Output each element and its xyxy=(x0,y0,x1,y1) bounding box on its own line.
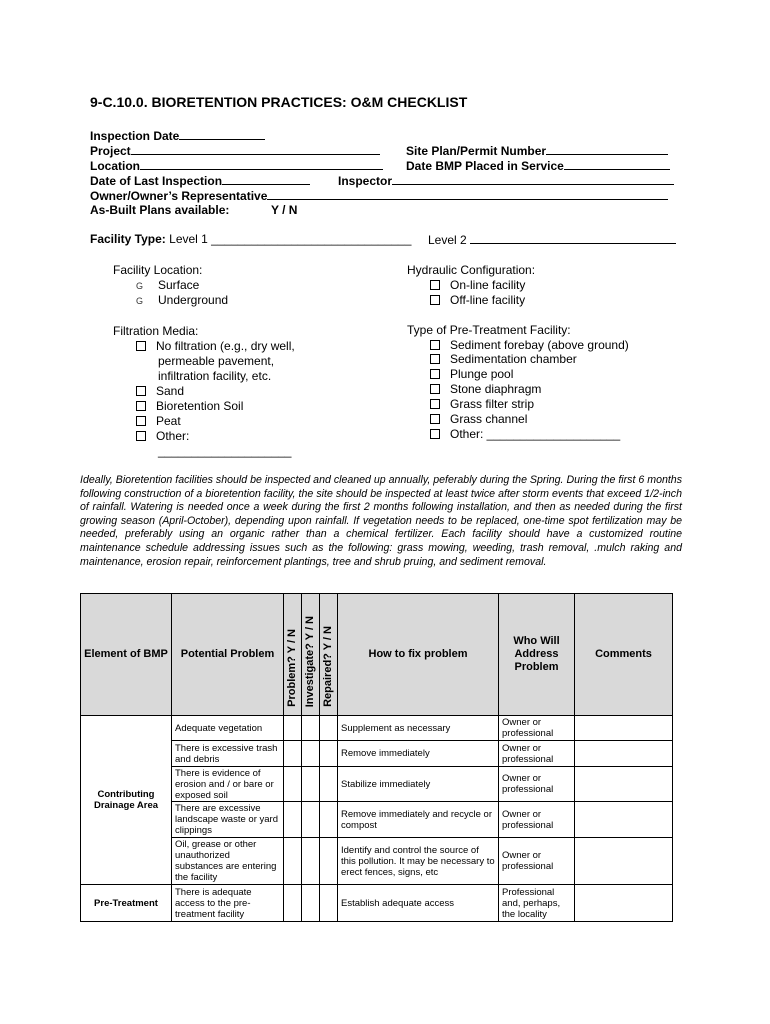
filtration-other-blank[interactable]: ____________________ xyxy=(158,444,292,458)
filtration-option-label: Peat xyxy=(156,414,181,428)
table-row xyxy=(81,885,673,922)
location-label: Location xyxy=(90,159,140,173)
element-cell: Contributing Drainage Area xyxy=(81,716,172,885)
hydraulic-option-label: On-line facility xyxy=(450,278,526,292)
filtration-option-sand[interactable] xyxy=(136,384,184,399)
pretreatment-option-label: Stone diaphragm xyxy=(450,382,542,396)
pretreatment-option-other[interactable] xyxy=(430,427,620,442)
filtration-option-none-cont2: infiltration facility, etc. xyxy=(158,369,272,383)
inspector-field[interactable] xyxy=(338,173,674,189)
owner-field[interactable] xyxy=(90,188,668,204)
problem-yn-cell[interactable] xyxy=(284,716,302,741)
pretreatment-option-label: Plunge pool xyxy=(450,367,514,381)
checkbox-icon[interactable] xyxy=(136,416,146,426)
checkbox-icon[interactable] xyxy=(430,414,440,424)
filtration-option-label: Other: xyxy=(156,429,190,443)
pretreatment-option-grass-filter[interactable] xyxy=(430,397,534,412)
location-option-underground[interactable] xyxy=(136,293,228,309)
header-potential-problem: Potential Problem xyxy=(172,594,284,716)
investigate-yn-cell[interactable] xyxy=(302,767,320,802)
comments-cell[interactable] xyxy=(575,741,673,767)
filtration-option-other[interactable] xyxy=(136,429,189,444)
who-cell: Owner or professional xyxy=(499,838,575,885)
problem-yn-cell[interactable] xyxy=(284,741,302,767)
filtration-option-label: Sand xyxy=(156,384,185,398)
pretreatment-type-label: Type of Pre-Treatment Facility: xyxy=(407,323,571,337)
filtration-option-bioretention-soil[interactable] xyxy=(136,399,243,414)
fix-cell: Remove immediately xyxy=(338,741,499,767)
bullet-g-icon: G xyxy=(136,296,144,306)
facility-level2-label: Level 2 xyxy=(428,233,467,247)
checkbox-icon[interactable] xyxy=(430,429,440,439)
checkbox-icon[interactable] xyxy=(430,384,440,394)
hydraulic-option-online[interactable] xyxy=(430,278,525,293)
table-header-row xyxy=(81,594,673,716)
last-inspection-label: Date of Last Inspection xyxy=(90,174,223,188)
location-field[interactable] xyxy=(90,158,383,174)
header-element: Element of BMP xyxy=(81,594,172,716)
fix-cell: Establish adequate access xyxy=(338,885,499,922)
header-comments: Comments xyxy=(575,594,673,716)
date-bmp-label: Date BMP Placed in Service xyxy=(406,159,564,173)
bullet-g-icon: G xyxy=(136,281,144,291)
checkbox-icon[interactable] xyxy=(430,340,440,350)
repaired-yn-cell[interactable] xyxy=(320,767,338,802)
project-label: Project xyxy=(90,144,131,158)
comments-cell[interactable] xyxy=(575,838,673,885)
problem-cell: Adequate vegetation xyxy=(172,716,284,741)
location-option-label: Underground xyxy=(158,293,229,307)
checkbox-icon[interactable] xyxy=(430,280,440,290)
checkbox-icon[interactable] xyxy=(430,354,440,364)
asbuilt-field[interactable] xyxy=(90,203,298,218)
repaired-yn-cell[interactable] xyxy=(320,741,338,767)
problem-cell: There is excessive trash and debris xyxy=(172,741,284,767)
filtration-option-none[interactable] xyxy=(136,339,295,354)
problem-yn-cell[interactable] xyxy=(284,767,302,802)
site-plan-label: Site Plan/Permit Number xyxy=(406,144,547,158)
location-option-surface[interactable] xyxy=(136,278,199,294)
checkbox-icon[interactable] xyxy=(136,401,146,411)
table-row xyxy=(81,716,673,741)
checkbox-icon[interactable] xyxy=(430,399,440,409)
filtration-option-label: Bioretention Soil xyxy=(156,399,244,413)
comments-cell[interactable] xyxy=(575,716,673,741)
facility-level2[interactable] xyxy=(428,232,676,248)
pretreatment-option-stone-diaphragm[interactable] xyxy=(430,382,541,397)
who-cell: Owner or professional xyxy=(499,716,575,741)
investigate-yn-cell[interactable] xyxy=(302,802,320,838)
pretreatment-option-chamber[interactable] xyxy=(430,352,577,367)
header-how-to-fix: How to fix problem xyxy=(338,594,499,716)
pretreatment-option-label: Other: ____________________ xyxy=(450,427,621,441)
facility-location-label: Facility Location: xyxy=(113,263,203,277)
fix-cell: Identify and control the source of this pollution. It may be necessary to erect fences, signs, etc xyxy=(338,838,499,885)
comments-cell[interactable] xyxy=(575,802,673,838)
project-field[interactable] xyxy=(90,143,380,159)
pretreatment-option-label: Grass channel xyxy=(450,412,528,426)
investigate-yn-cell[interactable] xyxy=(302,741,320,767)
pretreatment-option-grass-channel[interactable] xyxy=(430,412,527,427)
checklist-table xyxy=(80,593,673,922)
hydraulic-label: Hydraulic Configuration: xyxy=(407,263,536,277)
hydraulic-option-offline[interactable] xyxy=(430,293,525,308)
investigate-yn-cell[interactable] xyxy=(302,838,320,885)
investigate-yn-cell[interactable] xyxy=(302,885,320,922)
repaired-yn-cell[interactable] xyxy=(320,802,338,838)
problem-cell: Oil, grease or other unauthorized substances are entering the facility xyxy=(172,838,284,885)
header-who-will-address: Who Will Address Problem xyxy=(499,594,575,716)
checkbox-icon[interactable] xyxy=(430,369,440,379)
fix-cell: Supplement as necessary xyxy=(338,716,499,741)
pretreatment-option-forebay[interactable] xyxy=(430,338,629,353)
filtration-option-none-cont1: permeable pavement, xyxy=(158,354,275,368)
problem-cell: There are excessive landscape waste or yard clippings xyxy=(172,802,284,838)
filtration-option-peat[interactable] xyxy=(136,414,181,429)
checkbox-icon[interactable] xyxy=(430,295,440,305)
header-problem-yn: Problem? Y / N xyxy=(284,594,302,716)
problem-yn-cell[interactable] xyxy=(284,802,302,838)
fix-cell: Remove immediately and recycle or compost xyxy=(338,802,499,838)
pretreatment-option-plunge-pool[interactable] xyxy=(430,367,513,382)
checkbox-icon[interactable] xyxy=(136,431,146,441)
repaired-yn-cell[interactable] xyxy=(320,716,338,741)
filtration-label: Filtration Media: xyxy=(113,324,199,338)
fix-cell: Stabilize immediately xyxy=(338,767,499,802)
problem-yn-cell[interactable] xyxy=(284,885,302,922)
header-investigate-yn: Investigate? Y / N xyxy=(302,594,320,716)
inspector-label: Inspector xyxy=(338,174,393,188)
pretreatment-option-label: Grass filter strip xyxy=(450,397,535,411)
investigate-yn-cell[interactable] xyxy=(302,716,320,741)
inspection-date-field[interactable] xyxy=(90,128,265,144)
problem-cell: There is adequate access to the pre-treatment facility xyxy=(172,885,284,922)
facility-type-label: Facility Type: xyxy=(90,232,166,246)
pretreatment-option-label: Sedimentation chamber xyxy=(450,352,577,366)
hydraulic-option-label: Off-line facility xyxy=(450,293,526,307)
owner-label: Owner/Owner’s Representative xyxy=(90,189,268,203)
site-plan-field[interactable] xyxy=(406,143,668,159)
problem-yn-cell[interactable] xyxy=(284,838,302,885)
comments-cell[interactable] xyxy=(575,767,673,802)
date-bmp-field[interactable] xyxy=(406,158,670,174)
who-cell: Professional and, perhaps, the locality xyxy=(499,885,575,922)
checkbox-icon[interactable] xyxy=(136,386,146,396)
who-cell: Owner or professional xyxy=(499,767,575,802)
element-cell: Pre-Treatment xyxy=(81,885,172,922)
problem-cell: There is evidence of erosion and / or bare or exposed soil xyxy=(172,767,284,802)
facility-level1[interactable]: Level 1 ______________________________ xyxy=(169,232,412,246)
checkbox-icon[interactable] xyxy=(136,341,146,351)
instructions-paragraph: Ideally, Bioretention facilities should be inspected and cleaned up annually, peferably during the Spring. During the first 6 months following construction of a bioretention facility, the site should be inspected at least twice after storm events that exceed 1/2-inch of rainfall. Watering is needed once a week during the first 2 months following installation, and then as needed during the first growing season (April-October), depending upon rainfall. If vegetation needs to be replaced, one-time spot fertilization may be needed, preferably using an organic rather than a chemical fertilizer. Each facility should have a customized routine maintenance schedule addressing issues such as the following: grass mowing, weeding, trash removal, .mulch raking and maintenance, erosion repair, reinforcement plantings, tree and shrub pruing, and sediment removal. xyxy=(80,474,682,568)
page-title: 9-C.10.0. BIORETENTION PRACTICES: O&M CHECKLIST xyxy=(90,94,468,110)
header-repaired-yn: Repaired? Y / N xyxy=(320,594,338,716)
repaired-yn-cell[interactable] xyxy=(320,838,338,885)
facility-type-row xyxy=(90,232,411,247)
repaired-yn-cell[interactable] xyxy=(320,885,338,922)
last-inspection-field[interactable] xyxy=(90,173,310,189)
location-option-label: Surface xyxy=(158,278,200,292)
filtration-option-label: No filtration (e.g., dry well, xyxy=(156,339,295,353)
who-cell: Owner or professional xyxy=(499,741,575,767)
inspection-date-label: Inspection Date xyxy=(90,129,180,143)
asbuilt-value: Y / N xyxy=(271,203,298,217)
comments-cell[interactable] xyxy=(575,885,673,922)
pretreatment-option-label: Sediment forebay (above ground) xyxy=(450,338,629,352)
asbuilt-label: As-Built Plans available: xyxy=(90,203,230,217)
who-cell: Owner or professional xyxy=(499,802,575,838)
